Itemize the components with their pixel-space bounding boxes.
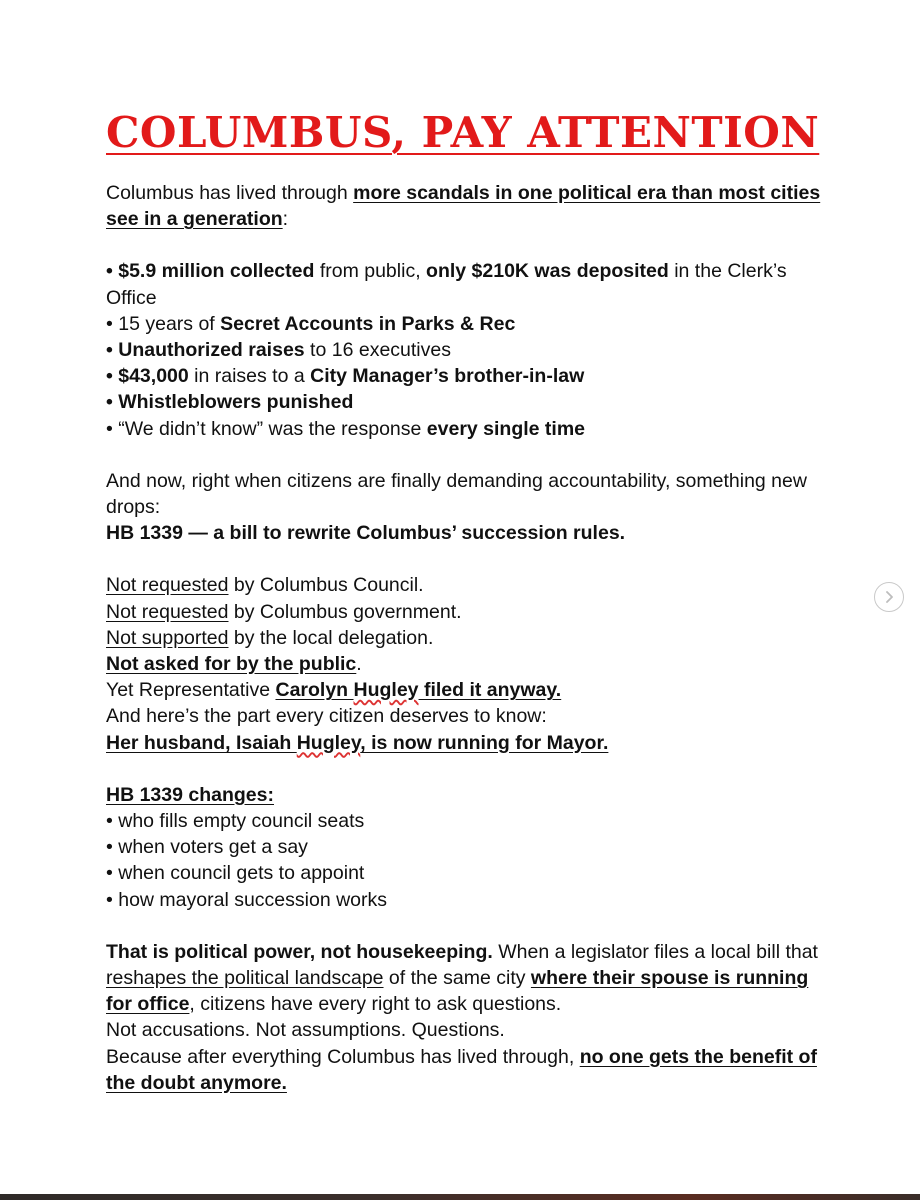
- page-title: COLUMBUS, PAY ATTENTION: [106, 108, 820, 157]
- list-item: • Whistleblowers punished: [106, 391, 354, 414]
- next-slide-button[interactable]: [874, 582, 904, 612]
- list-item: • $43,000 in raises to a City Manager’s brother-in-law: [106, 365, 585, 388]
- filed-line: Yet Representative Carolyn Hugley filed it anyway.: [106, 679, 562, 702]
- changes-list: [106, 808, 826, 913]
- list-item: • “We didn’t know” was the response every single time: [106, 417, 586, 440]
- list-item: Not supported by the local delegation.: [106, 626, 434, 649]
- chevron-right-icon: [882, 590, 896, 604]
- list-item: • 15 years of Secret Accounts in Parks & Rec: [106, 312, 516, 335]
- misspelled-name: Hugley: [296, 731, 361, 754]
- final-line: Because after everything Columbus has lived through, no one gets the benefit of the doubt anymore.: [106, 1045, 817, 1094]
- bill-statement: HB 1339 — a bill to rewrite Columbus’ succession rules.: [106, 522, 626, 545]
- not-requested-list: [106, 572, 826, 651]
- list-item: • when voters get a say: [106, 836, 308, 859]
- intro-paragraph: Columbus has lived through more scandals in one political era than most cities see in a generation:: [106, 182, 821, 231]
- not-public-line: Not asked for by the public.: [106, 653, 362, 676]
- bottom-edge: [0, 1194, 920, 1200]
- list-item: • when council gets to appoint: [106, 862, 365, 885]
- questions-line: Not accusations. Not assumptions. Questions.: [106, 1019, 505, 1042]
- now-paragraph: And now, right when citizens are finally demanding accountability, something new drops:: [106, 469, 807, 519]
- list-item: Not requested by Columbus Council.: [106, 574, 424, 597]
- list-item: • how mayoral succession works: [106, 888, 388, 911]
- list-item: • Unauthorized raises to 16 executives: [106, 339, 451, 362]
- know-line: And here’s the part every citizen deserves to know:: [106, 705, 547, 728]
- husband-line: Her husband, Isaiah Hugley, is now running for Mayor.: [106, 731, 609, 754]
- changes-heading: HB 1339 changes:: [106, 783, 274, 806]
- scandal-list: [106, 258, 826, 441]
- list-item: Not requested by Columbus government.: [106, 600, 462, 623]
- list-item: • $5.9 million collected from public, only $210K was deposited in the Clerk’s Office: [106, 260, 787, 309]
- intro-emphasis: more scandals in one political era than most cities see in a generation: [106, 182, 821, 231]
- misspelled-name: Hugley: [353, 679, 419, 702]
- list-item: • who fills empty council seats: [106, 810, 365, 833]
- document-body: [106, 180, 826, 1096]
- closing-paragraph: That is political power, not housekeeping. When a legislator files a local bill that reshapes the political landscape of the same city where their spouse is running for office, citizens have every right to ask questions.: [106, 940, 818, 1016]
